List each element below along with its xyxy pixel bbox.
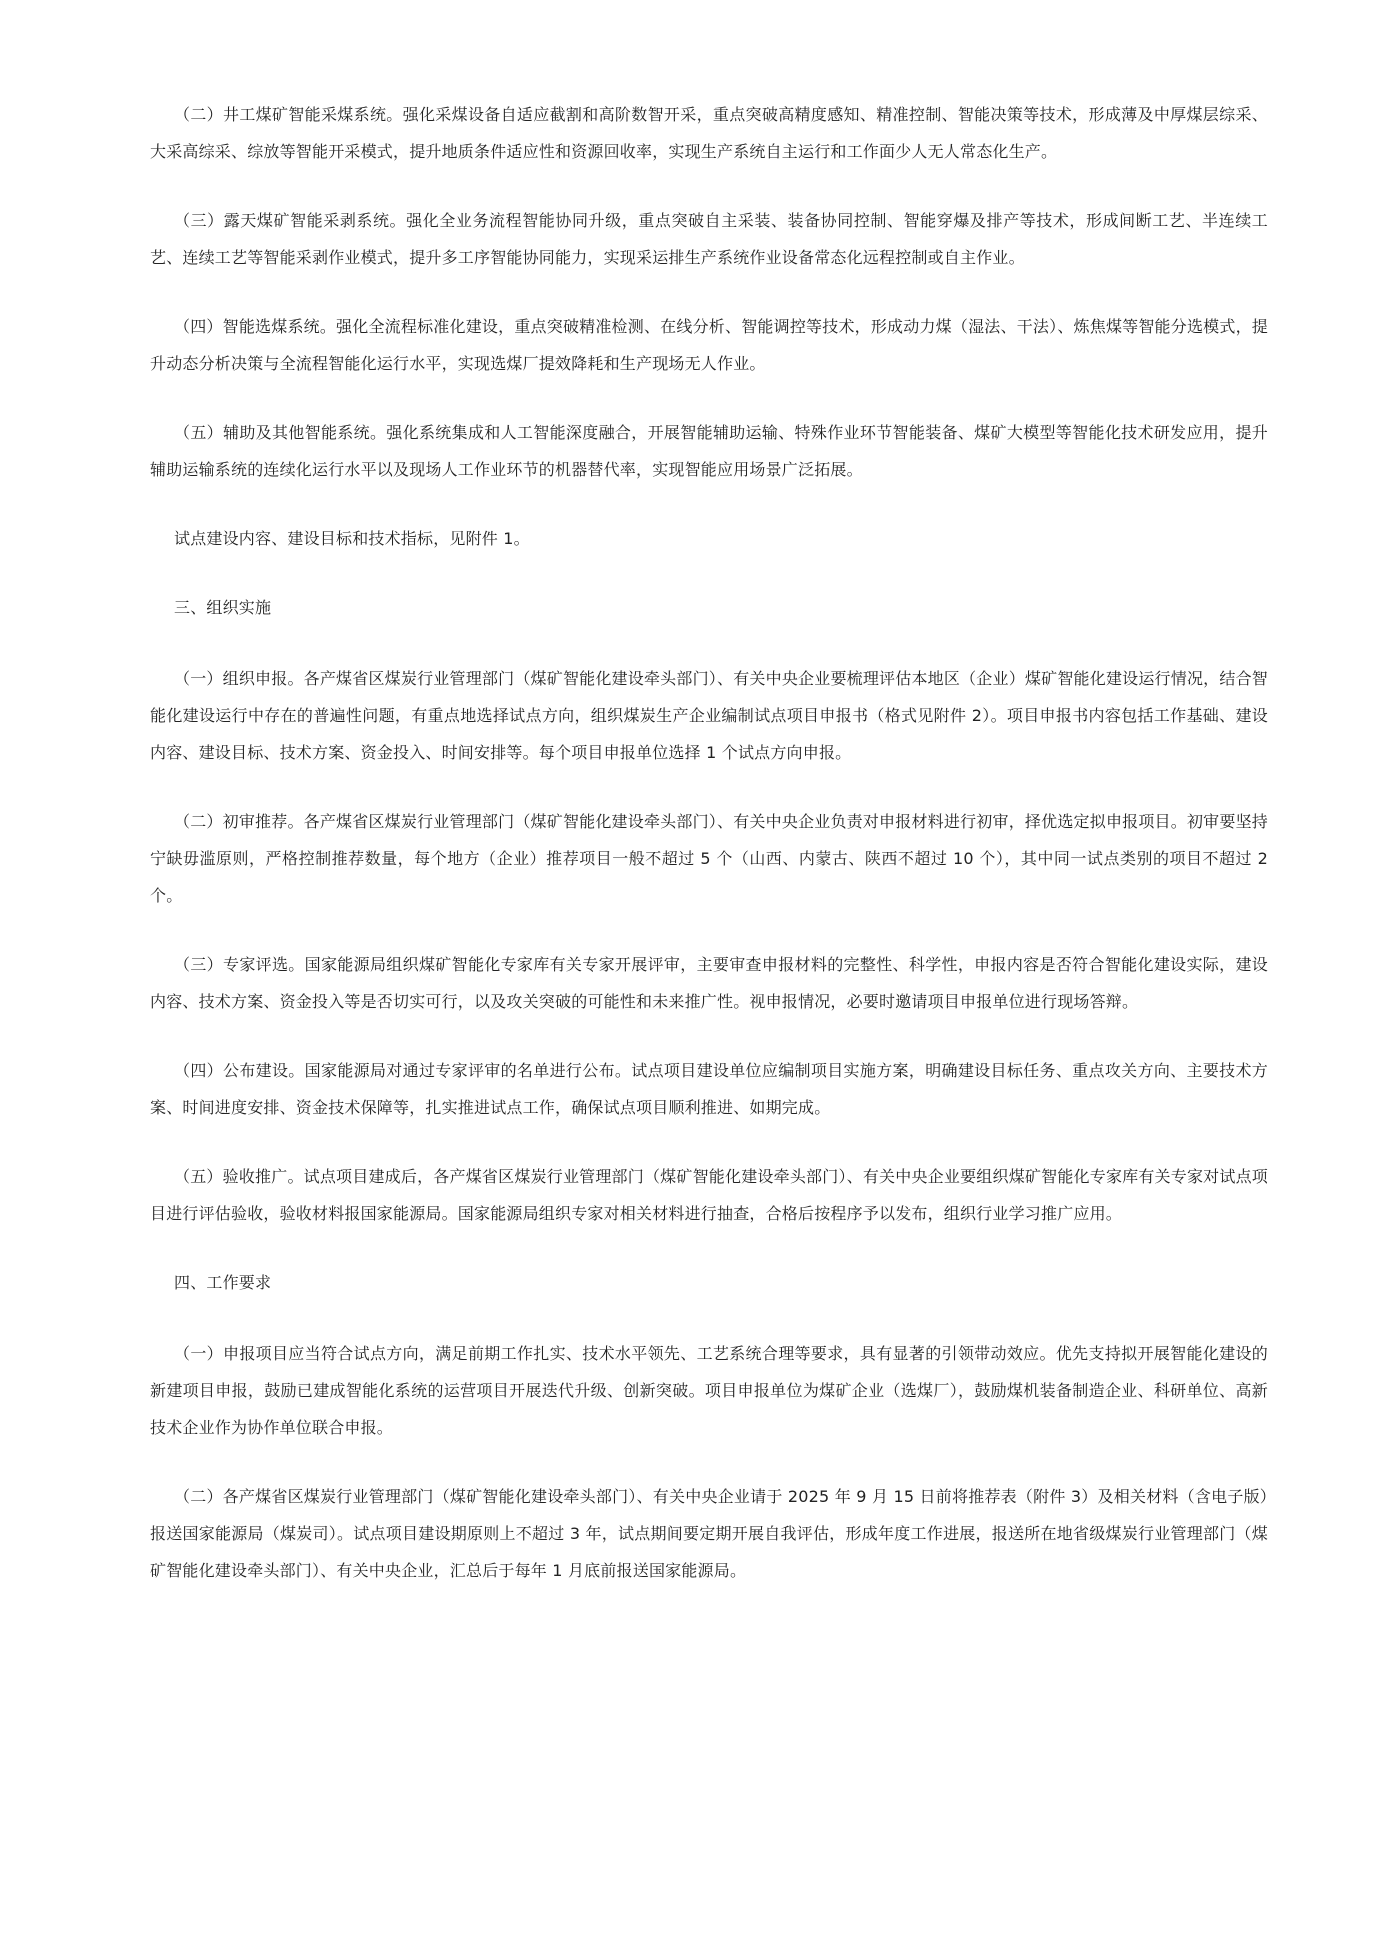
section-heading-requirements: 四、工作要求 bbox=[174, 1273, 272, 1292]
paragraph-open-pit-mining: （三）露天煤矿智能采剥系统。强化全业务流程智能协同升级，重点突破自主采装、装备协同控制、智能穿爆及排产等技术，形成间断工艺、半连续工艺、连续工艺等智能采剥作业模式，提升多工序智能协同能力，实现采运排生产系统作业设备常态化远程控制或自主作业。 bbox=[150, 211, 1268, 267]
paragraph-attachment-note: 试点建设内容、建设目标和技术指标，见附件 1。 bbox=[174, 529, 530, 548]
paragraph-coal-preparation: （四）智能选煤系统。强化全流程标准化建设，重点突破精准检测、在线分析、智能调控等技术，形成动力煤（湿法、干法）、炼焦煤等智能分选模式，提升动态分析决策与全流程智能化运行水平，实现选煤厂提效降耗和生产现场无人作业。 bbox=[150, 317, 1268, 373]
paragraph-expert-selection: （三）专家评选。国家能源局组织煤矿智能化专家库有关专家开展评审，主要审查申报材料的完整性、科学性，申报内容是否符合智能化建设实际，建设内容、技术方案、资金投入等是否切实可行，以及攻关突破的可能性和未来推广性。视申报情况，必要时邀请项目申报单位进行现场答辩。 bbox=[150, 955, 1268, 1011]
paragraph-underground-mining: （二）井工煤矿智能采煤系统。强化采煤设备自适应截割和高阶数智开采，重点突破高精度感知、精准控制、智能决策等技术，形成薄及中厚煤层综采、大采高综采、综放等智能开采模式，提升地质条件适应性和资源回收率，实现生产系统自主运行和工作面少人无人常态化生产。 bbox=[150, 105, 1268, 161]
paragraph-announcement: （四）公布建设。国家能源局对通过专家评审的名单进行公布。试点项目建设单位应编制项目实施方案，明确建设目标任务、重点攻关方向、主要技术方案、时间进度安排、资金技术保障等，扎实推进试点工作，确保试点项目顺利推进、如期完成。 bbox=[150, 1061, 1268, 1117]
paragraph-requirement-1: （一）申报项目应当符合试点方向，满足前期工作扎实、技术水平领先、工艺系统合理等要求，具有显著的引领带动效应。优先支持拟开展智能化建设的新建项目申报，鼓励已建成智能化系统的运营项目开展迭代升级、创新突破。项目申报单位为煤矿企业（选煤厂），鼓励煤机装备制造企业、科研单位、高新技术企业作为协作单位联合申报。 bbox=[150, 1344, 1268, 1437]
paragraph-auxiliary-systems: （五）辅助及其他智能系统。强化系统集成和人工智能深度融合，开展智能辅助运输、特殊作业环节智能装备、煤矿大模型等智能化技术研发应用，提升辅助运输系统的连续化运行水平以及现场人工作业环节的机器替代率，实现智能应用场景广泛拓展。 bbox=[150, 423, 1268, 479]
document-body bbox=[150, 96, 1268, 1621]
paragraph-application: （一）组织申报。各产煤省区煤炭行业管理部门（煤矿智能化建设牵头部门）、有关中央企业要梳理评估本地区（企业）煤矿智能化建设运行情况，结合智能化建设运行中存在的普遍性问题，有重点地选择试点方向，组织煤炭生产企业编制试点项目申报书（格式见附件 2）。项目申报书内容包括工作基础、建设内容、建设目标、技术方案、资金投入、时间安排等。每个项目申报单位选择 1 个试点方向申报。 bbox=[150, 669, 1268, 762]
paragraph-acceptance: （五）验收推广。试点项目建成后，各产煤省区煤炭行业管理部门（煤矿智能化建设牵头部门）、有关中央企业要组织煤矿智能化专家库有关专家对试点项目进行评估验收，验收材料报国家能源局。国家能源局组织专家对相关材料进行抽查，合格后按程序予以发布，组织行业学习推广应用。 bbox=[150, 1167, 1268, 1223]
section-heading-organization: 三、组织实施 bbox=[174, 598, 272, 617]
paragraph-requirement-2: （二）各产煤省区煤炭行业管理部门（煤矿智能化建设牵头部门）、有关中央企业请于 2025 年 9 月 15 日前将推荐表（附件 3）及相关材料（含电子版）报送国家能源局（煤炭司）。试点项目建设期原则上不超过 3 年，试点期间要定期开展自我评估，形成年度工作进展，报送所在地省级煤炭行业管理部门（煤矿智能化建设牵头部门）、有关中央企业，汇总后于每年 1 月底前报送国家能源局。 bbox=[150, 1487, 1268, 1580]
paragraph-preliminary-review: （二）初审推荐。各产煤省区煤炭行业管理部门（煤矿智能化建设牵头部门）、有关中央企业负责对申报材料进行初审，择优选定拟申报项目。初审要坚持宁缺毋滥原则，严格控制推荐数量，每个地方（企业）推荐项目一般不超过 5 个（山西、内蒙古、陕西不超过 10 个），其中同一试点类别的项目不超过 2 个。 bbox=[150, 812, 1268, 905]
